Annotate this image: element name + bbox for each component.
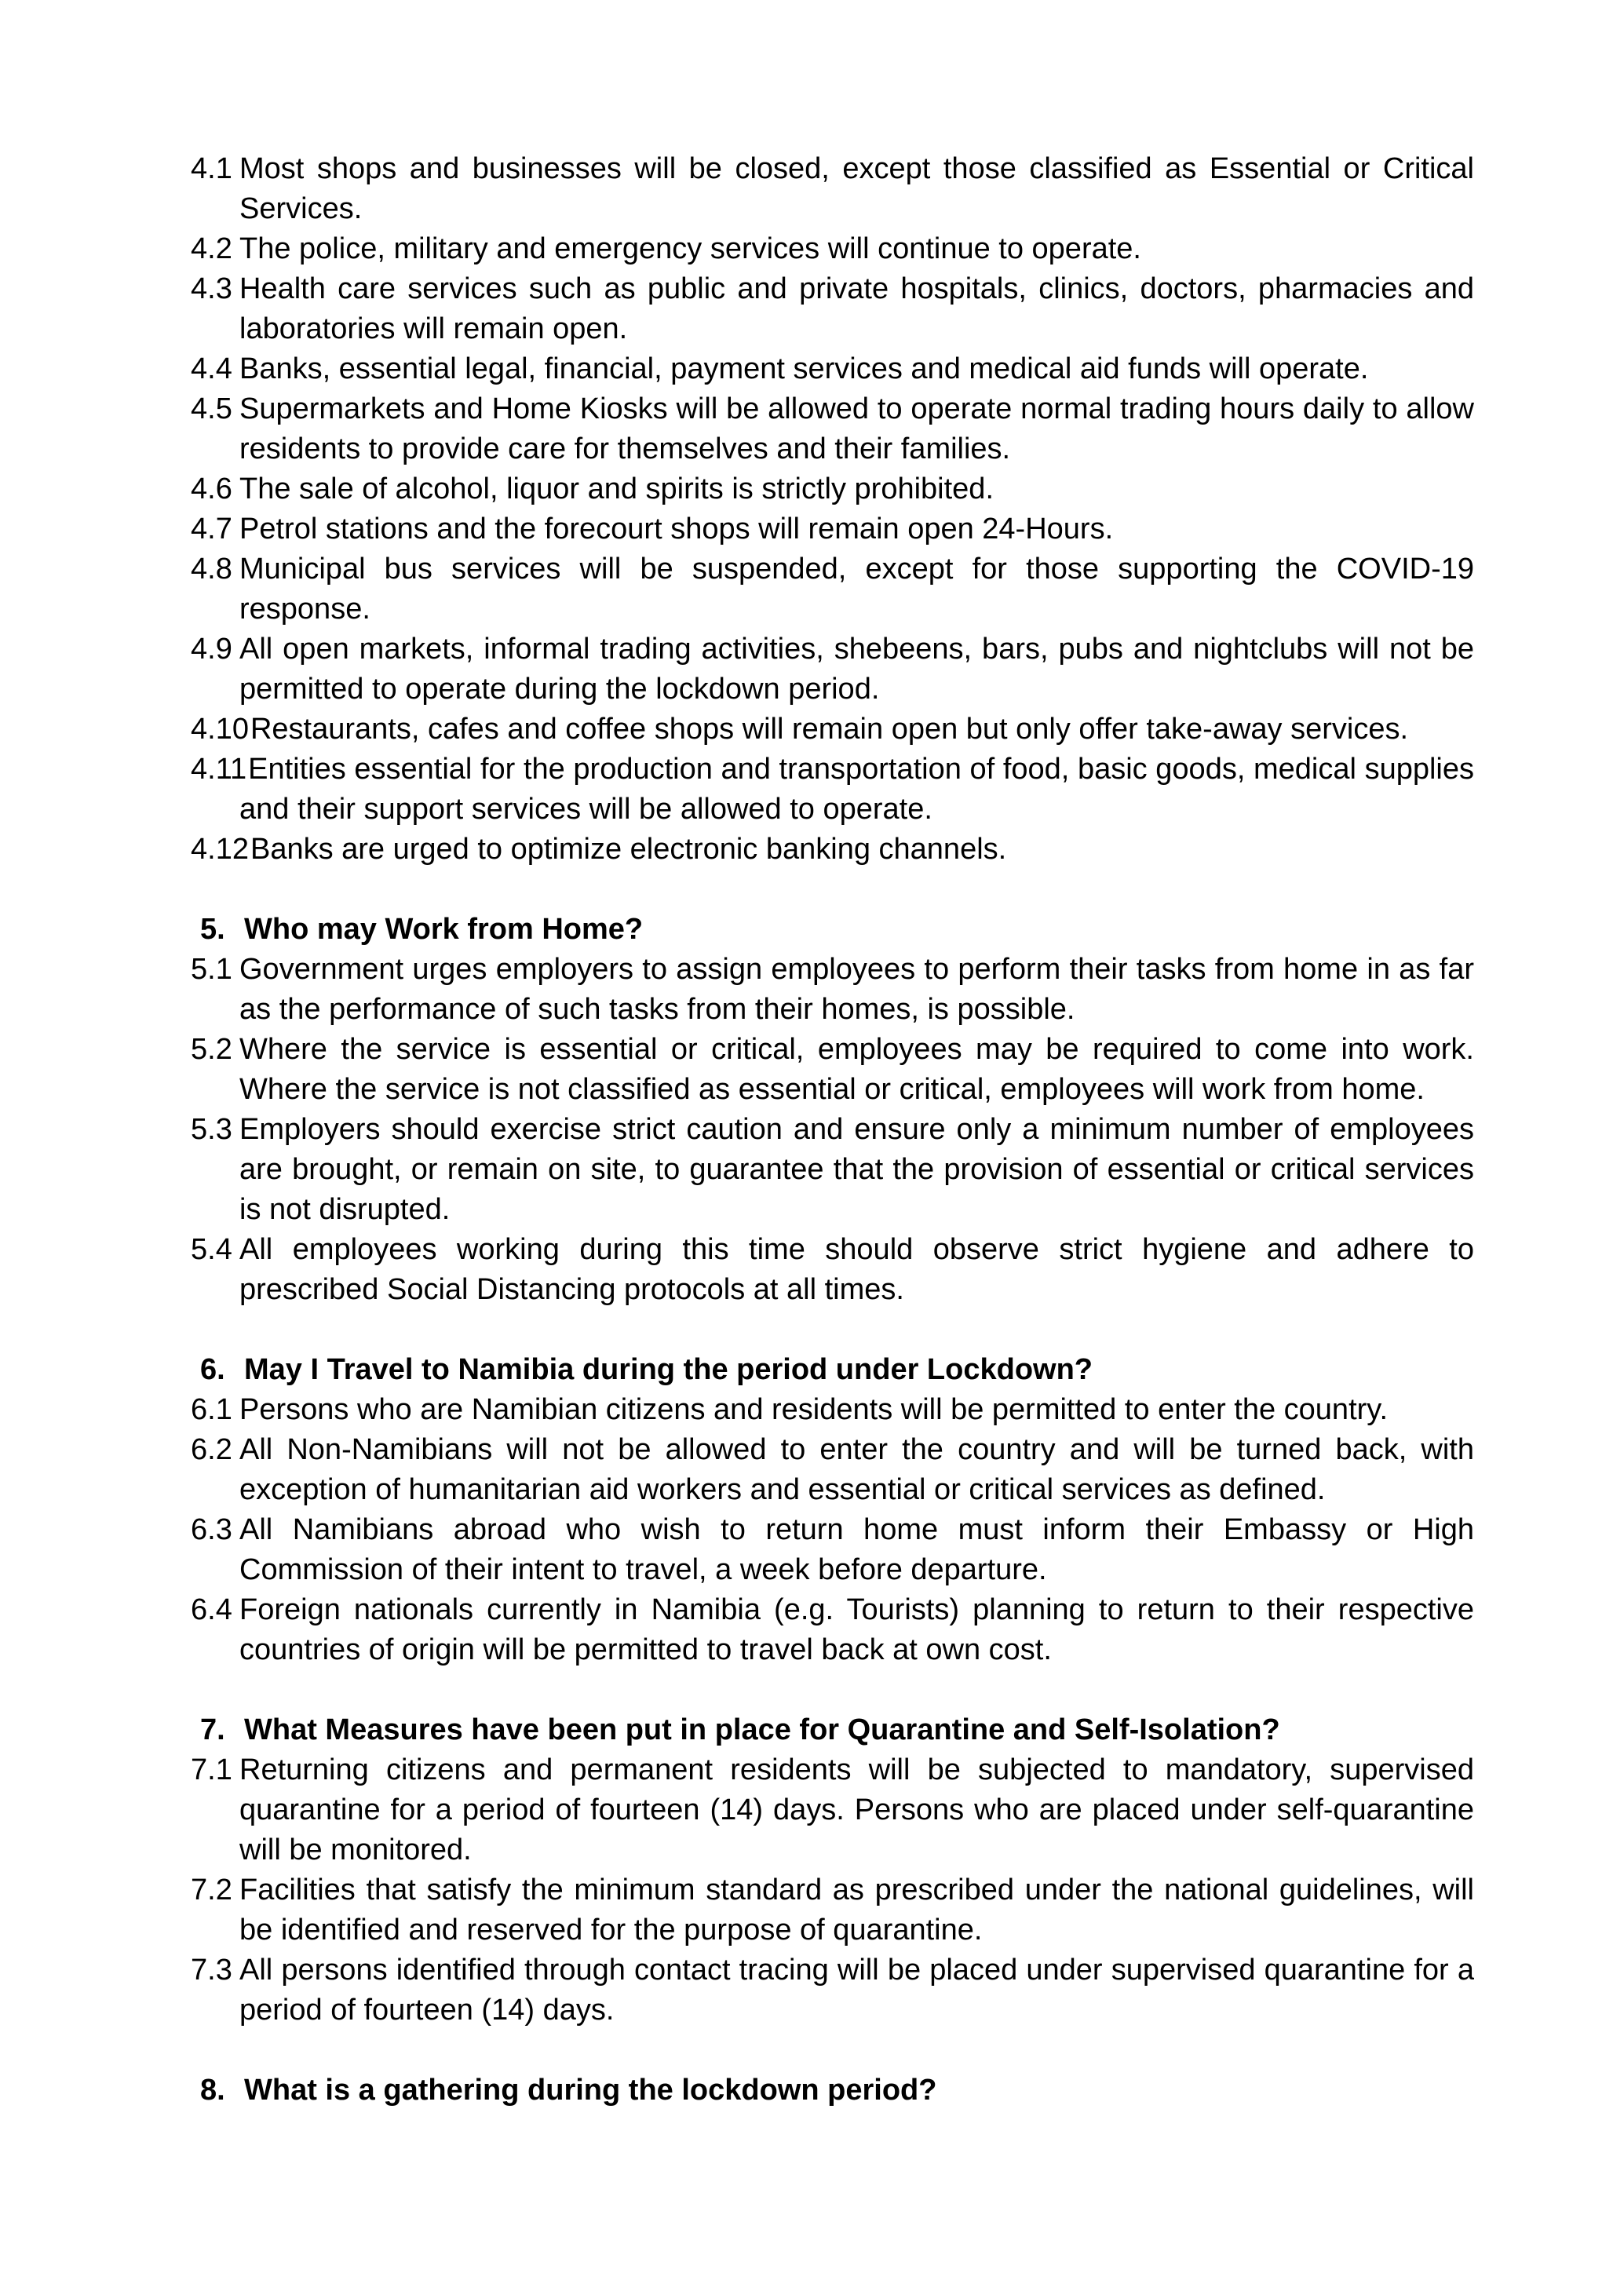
list-item [191, 389, 1474, 469]
list-item [191, 1230, 1474, 1310]
item-number: 4.1 [191, 152, 232, 185]
list-item [191, 469, 1474, 509]
item-number: 7.3 [191, 1954, 232, 1987]
item-text: The sale of alcohol, liquor and spirits is strictly prohibited. [239, 472, 994, 505]
list-item [191, 1510, 1474, 1590]
list-item [191, 1390, 1474, 1430]
item-text: Restaurants, cafes and coffee shops will remain open but only offer take-away services. [250, 713, 1409, 746]
section-heading [200, 2071, 1474, 2111]
item-text: All Namibians abroad who wish to return home must inform their Embassy or High Commission of their intent to travel, a week before departure. [239, 1513, 1474, 1586]
item-number: 4.3 [191, 272, 232, 305]
list-item [191, 710, 1474, 750]
list-item [191, 549, 1474, 629]
list-item [191, 1030, 1474, 1110]
item-number: 5.1 [191, 953, 232, 986]
item-text: Banks, essential legal, financial, payment services and medical aid funds will operate. [239, 352, 1369, 385]
item-number: 4.4 [191, 352, 232, 385]
section-heading [200, 1710, 1474, 1750]
list-item [191, 830, 1474, 870]
item-number: 7.1 [191, 1753, 232, 1786]
item-text: All employees working during this time should observe strict hygiene and adhere to prescribed Social Distancing protocols at all times. [239, 1233, 1474, 1306]
document-content [191, 149, 1474, 2111]
item-number: 4.10 [191, 713, 249, 746]
item-text: The police, military and emergency services will continue to operate. [239, 232, 1141, 265]
section-heading [200, 910, 1474, 950]
item-text: Persons who are Namibian citizens and residents will be permitted to enter the country. [239, 1393, 1389, 1426]
section-heading-text: May I Travel to Namibia during the period under Lockdown? [244, 1353, 1093, 1386]
item-text: All open markets, informal trading activities, shebeens, bars, pubs and nightclubs will not be permitted to operate during the lockdown period. [239, 633, 1474, 706]
list-item [191, 1110, 1474, 1230]
list-item [191, 229, 1474, 269]
section-heading-text: What Measures have been put in place for Quarantine and Self-Isolation? [244, 1713, 1280, 1746]
item-text: Employers should exercise strict caution and ensure only a minimum number of employees are brought, or remain on site, to guarantee that the provision of essential or critical services is not disrupted. [239, 1113, 1474, 1226]
item-number: 6.3 [191, 1513, 232, 1546]
section-number: 6. [200, 1353, 225, 1386]
section-number: 7. [200, 1713, 225, 1746]
item-text: All persons identified through contact tracing will be placed under supervised quarantine for a period of fourteen (14) days. [239, 1954, 1474, 2027]
item-number: 4.11 [191, 753, 247, 786]
item-number: 6.4 [191, 1593, 232, 1626]
item-number: 5.4 [191, 1233, 232, 1266]
section-number: 5. [200, 913, 225, 946]
item-text: Entities essential for the production and transportation of food, basic goods, medical supplies and their support services will be allowed to operate. [239, 753, 1474, 826]
item-number: 4.8 [191, 553, 232, 586]
section-heading-text: What is a gathering during the lockdown period? [244, 2074, 937, 2107]
item-number: 4.7 [191, 513, 232, 545]
item-text: Health care services such as public and private hospitals, clinics, doctors, pharmacies and laboratories will remain open. [239, 272, 1474, 345]
item-number: 4.2 [191, 232, 232, 265]
list-item [191, 509, 1474, 549]
item-text: Banks are urged to optimize electronic banking channels. [250, 833, 1007, 866]
section-heading-text: Who may Work from Home? [244, 913, 644, 946]
section-heading [200, 1350, 1474, 1390]
list-item [191, 269, 1474, 349]
item-number: 4.9 [191, 633, 232, 666]
item-text: Petrol stations and the forecourt shops will remain open 24-Hours. [239, 513, 1114, 545]
item-text: Facilities that satisfy the minimum standard as prescribed under the national guidelines, will be identified and reserved for the purpose of quarantine. [239, 1874, 1474, 1947]
list-item [191, 950, 1474, 1030]
item-number: 5.3 [191, 1113, 232, 1146]
list-item [191, 1950, 1474, 2030]
item-text: Most shops and businesses will be closed, except those classified as Essential or Critical Services. [239, 152, 1474, 225]
list-item [191, 1430, 1474, 1510]
list-item [191, 1750, 1474, 1870]
item-text: Supermarkets and Home Kiosks will be allowed to operate normal trading hours daily to allow residents to provide care for themselves and their families. [239, 392, 1474, 465]
list-item [191, 1870, 1474, 1950]
item-text: All Non-Namibians will not be allowed to enter the country and will be turned back, with exception of humanitarian aid workers and essential or critical services as defined. [239, 1433, 1474, 1506]
list-item [191, 629, 1474, 710]
item-number: 4.6 [191, 472, 232, 505]
item-number: 4.5 [191, 392, 232, 425]
item-text: Returning citizens and permanent residents will be subjected to mandatory, supervised quarantine for a period of fourteen (14) days. Persons who are placed under self-quarantine will be monitored. [239, 1753, 1474, 1866]
item-number: 7.2 [191, 1874, 232, 1906]
list-item [191, 149, 1474, 229]
item-text: Municipal bus services will be suspended, except for those supporting the COVID-19 response. [239, 553, 1474, 626]
list-item [191, 750, 1474, 830]
item-number: 6.1 [191, 1393, 232, 1426]
item-number: 5.2 [191, 1033, 232, 1066]
section-number: 8. [200, 2074, 225, 2107]
list-item [191, 349, 1474, 389]
item-text: Foreign nationals currently in Namibia (e.g. Tourists) planning to return to their respective countries of origin will be permitted to travel back at own cost. [239, 1593, 1474, 1666]
item-number: 4.12 [191, 833, 249, 866]
list-item [191, 1590, 1474, 1670]
item-text: Where the service is essential or critical, employees may be required to come into work. Where the service is not classified as essential or critical, employees will work from home. [239, 1033, 1474, 1106]
item-number: 6.2 [191, 1433, 232, 1466]
item-text: Government urges employers to assign employees to perform their tasks from home in as far as the performance of such tasks from their homes, is possible. [239, 953, 1474, 1026]
